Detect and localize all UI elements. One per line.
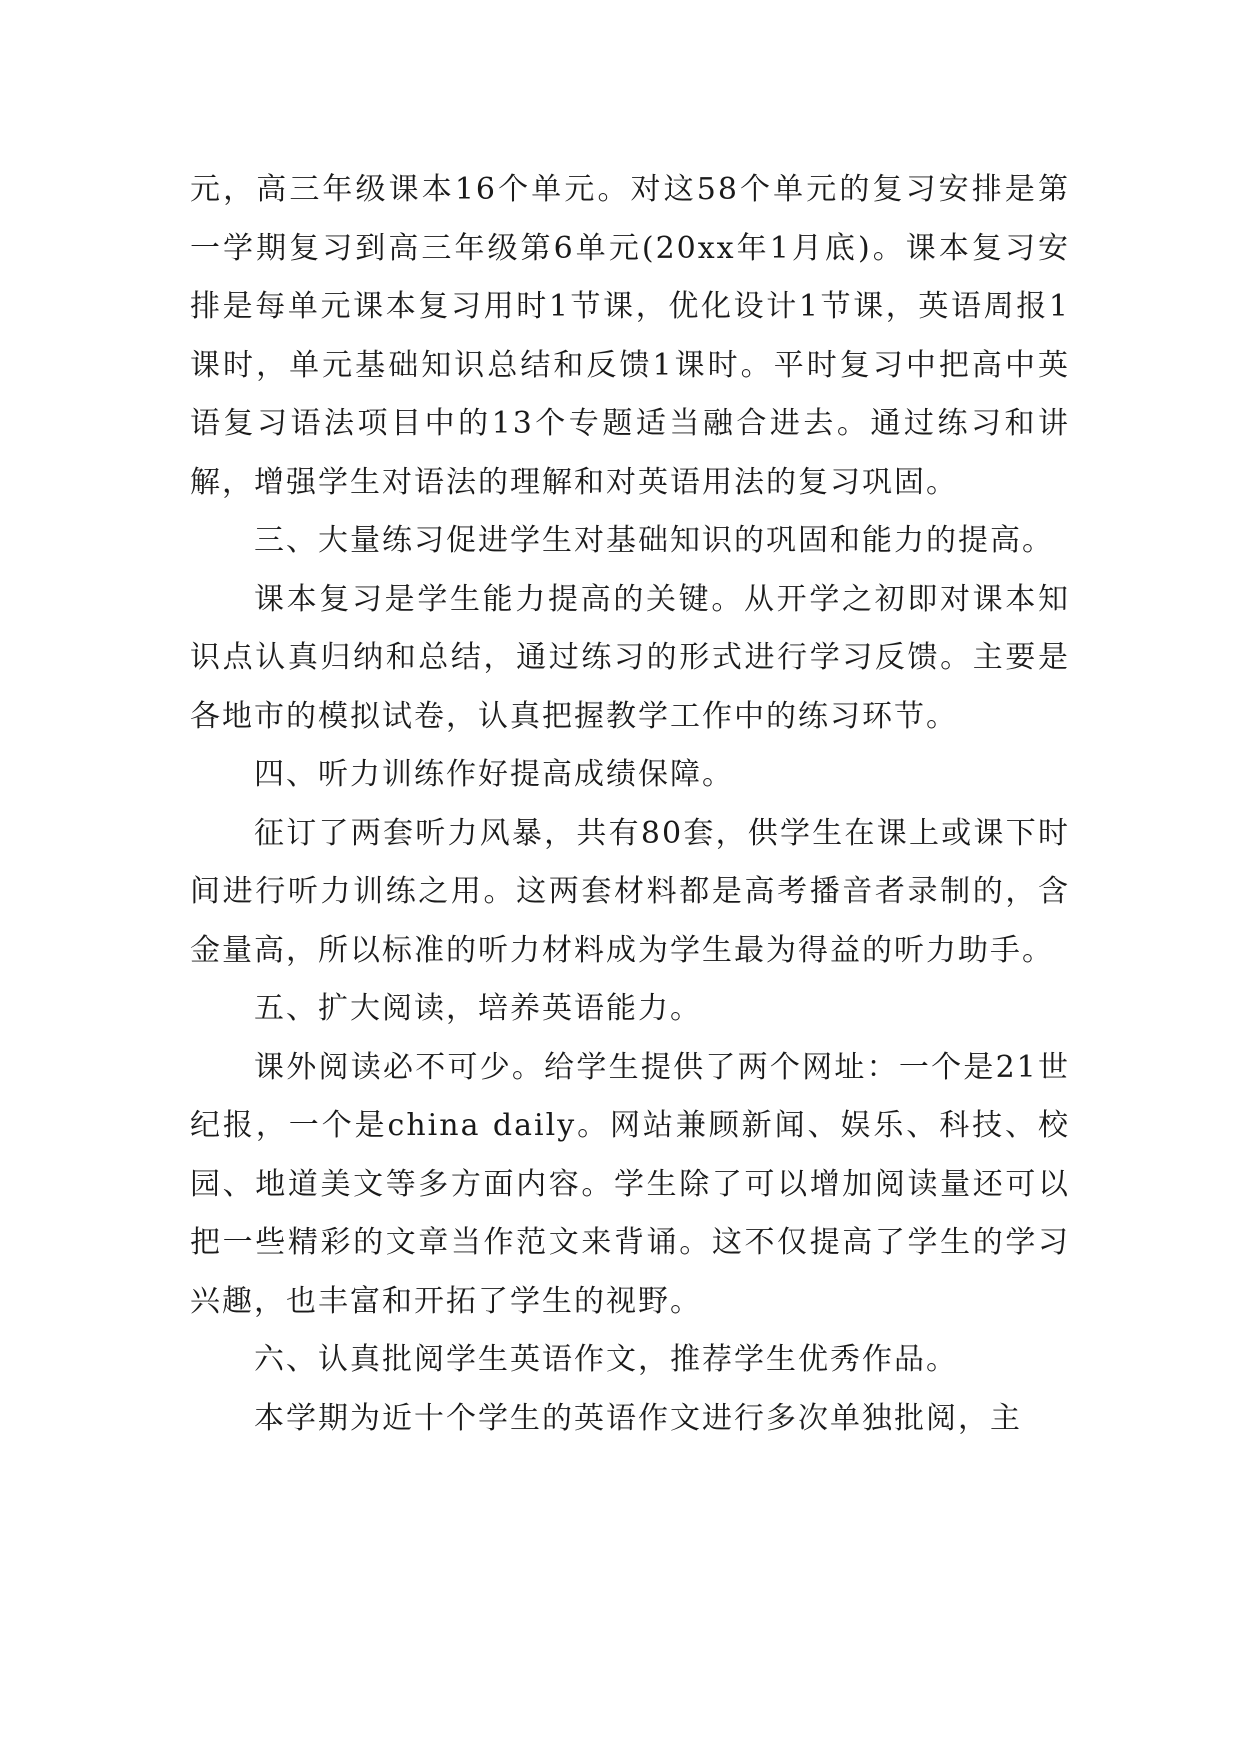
paragraph-practice: 课本复习是学生能力提高的关键。从开学之初即对课本知识点认真归纳和总结，通过练习的形式进行学习反馈。主要是各地市的模拟试卷，认真把握教学工作中的练习环节。	[190, 581, 1070, 734]
heading-listening: 四、听力训练作好提高成绩保障。	[254, 757, 734, 792]
paragraph-listening: 征订了两套听力风暴，共有80套，供学生在课上或课下时间进行听力训练之用。这两套材料都是高考播音者录制的，含金量高，所以标准的听力材料成为学生最为得益的听力助手。	[190, 815, 1070, 968]
paragraph-reading: 课外阅读必不可少。给学生提供了两个网址：一个是21世纪报，一个是china daily。网站兼顾新闻、娱乐、科技、校园、地道美文等多方面内容。学生除了可以增加阅读量还可以把一些精彩的文章当作范文来背诵。这不仅提高了学生的学习兴趣，也丰富和开拓了学生的视野。	[190, 1049, 1070, 1319]
heading-reading: 五、扩大阅读，培养英语能力。	[254, 991, 702, 1026]
heading-writing: 六、认真批阅学生英语作文，推荐学生优秀作品。	[254, 1342, 958, 1377]
document-body	[190, 161, 1070, 1448]
paragraph-grammar-review: 元，高三年级课本16个单元。对这58个单元的复习安排是第一学期复习到高三年级第6单元(20xx年1月底)。课本复习安排是每单元课本复习用时1节课，优化设计1节课，英语周报1课时，单元基础知识总结和反馈1课时。平时复习中把高中英语复习语法项目中的13个专题适当融合进去。通过练习和讲解，增强学生对语法的理解和对英语用法的复习巩固。	[190, 172, 1070, 500]
heading-practice: 三、大量练习促进学生对基础知识的巩固和能力的提高。	[254, 523, 1054, 558]
paragraph-writing: 本学期为近十个学生的英语作文进行多次单独批阅，主	[254, 1400, 1022, 1436]
